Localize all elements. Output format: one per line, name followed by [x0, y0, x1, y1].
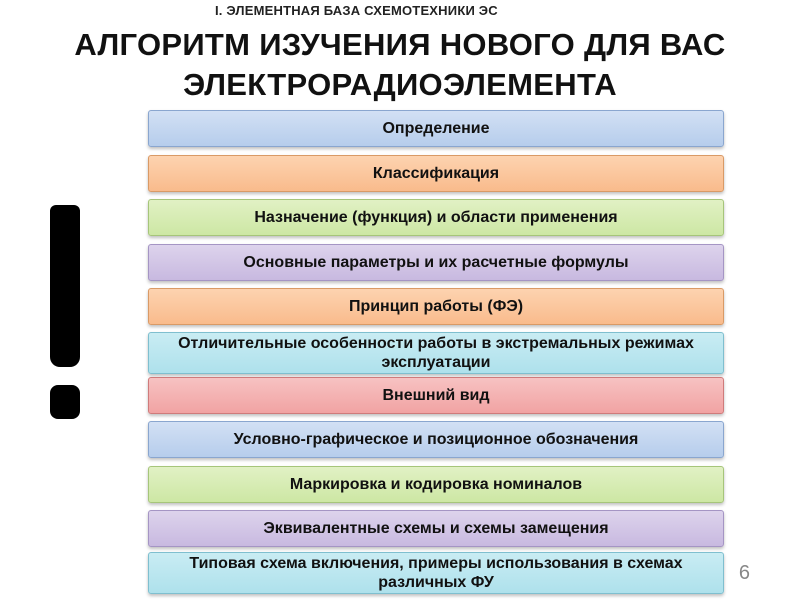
page-number: 6: [738, 562, 750, 584]
step-equivalent-circuits: Эквивалентные схемы и схемы замещения: [148, 510, 724, 547]
step-appearance: Внешний вид: [148, 377, 724, 414]
step-marking: Маркировка и кодировка номиналов: [148, 466, 724, 503]
exclamation-bar: [50, 205, 80, 367]
step-graphic-designation: Условно-графическое и позиционное обозначения: [148, 421, 724, 458]
exclamation-mark-icon: [45, 205, 85, 420]
page-title: [20, 25, 780, 105]
step-classification: Классификация: [148, 155, 724, 192]
step-extreme-modes: Отличительные особенности работы в экстремальных режимах эксплуатации: [148, 332, 724, 374]
step-definition: Определение: [148, 110, 724, 147]
step-purpose: Назначение (функция) и области применения: [148, 199, 724, 236]
title-line-1: АЛГОРИТМ ИЗУЧЕНИЯ НОВОГО ДЛЯ ВАС: [74, 27, 726, 62]
step-parameters: Основные параметры и их расчетные формулы: [148, 244, 724, 281]
exclamation-dot: [50, 385, 80, 419]
step-typical-circuit: Типовая схема включения, примеры использования в схемах различных ФУ: [148, 552, 724, 594]
step-operating-principle: Принцип работы (ФЭ): [148, 288, 724, 325]
title-line-2: ЭЛЕКТРОРАДИОЭЛЕМЕНТА: [183, 67, 617, 102]
section-heading: I. ЭЛЕМЕНТНАЯ БАЗА СХЕМОТЕХНИКИ ЭС: [215, 3, 498, 18]
